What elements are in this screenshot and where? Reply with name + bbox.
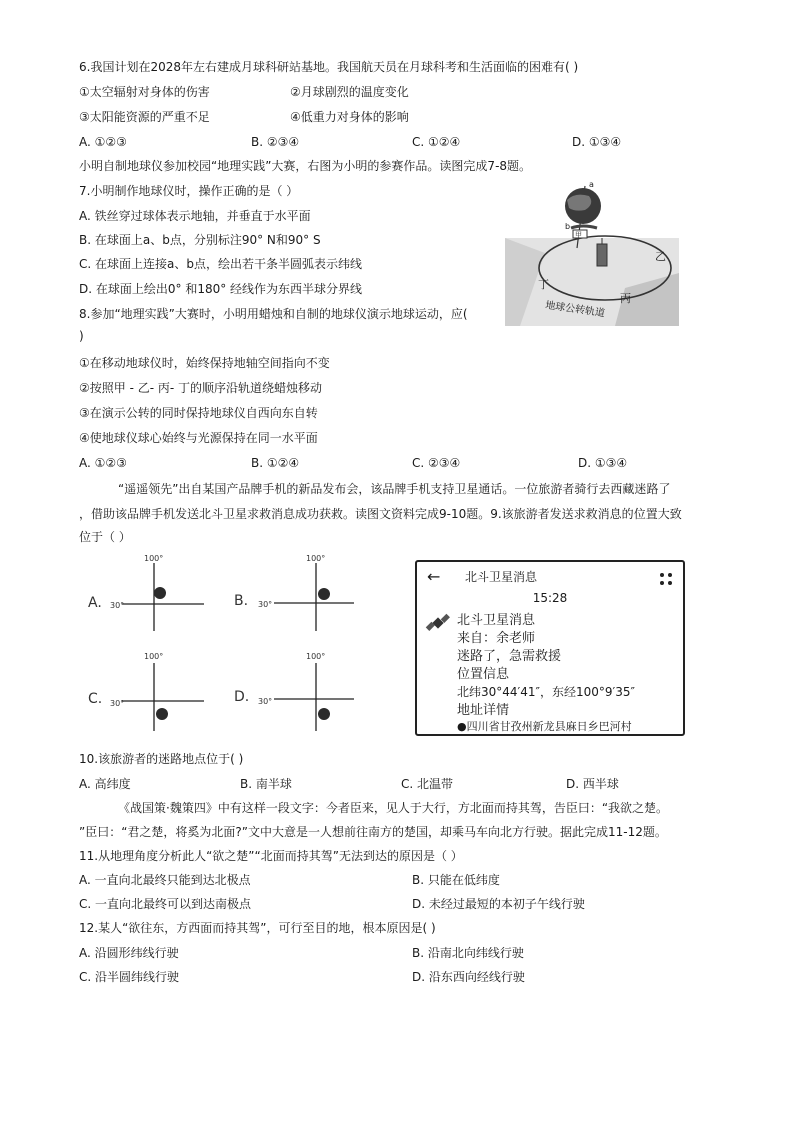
q12-option-a: A. 沿圆形纬线行驶 (79, 946, 179, 960)
location-dot (154, 587, 166, 599)
grid-option-d (230, 651, 360, 731)
q6-option-b: B. ②③④ (251, 135, 300, 149)
svg-text:30°: 30° (258, 697, 273, 706)
q7-option-c: C. 在球面上连接a、b点，绘出若干条半圆弧表示纬线 (79, 257, 362, 271)
intro-11-12-line-2: ”臣曰：“君之楚，将奚为北面?”文中大意是一人想前往南方的楚国，却乘马车向北方行驶。据此完成11-12题。 (79, 825, 667, 839)
location-coordinates: 北纬30°44′41″，东经100°9′35″ (457, 685, 636, 699)
q12-stem: 12.某人“欲往东，方西面而持其驾”，可行至目的地，根本原因是( ) (79, 921, 436, 935)
q10-option-a: A. 高纬度 (79, 777, 131, 791)
q12-option-d: D. 沿东西向经线行驶 (412, 970, 525, 984)
globe-label-bing: 丙 (620, 292, 631, 305)
location-dot (318, 588, 330, 600)
svg-text:30°: 30° (110, 699, 125, 708)
location-dot (318, 708, 330, 720)
globe-label-a: a (589, 180, 594, 189)
q11-option-a: A. 一直向北最终只能到达北极点 (79, 873, 251, 887)
q10-stem: 10.该旅游者的迷路地点位于( ) (79, 752, 244, 766)
globe-figure (505, 178, 679, 326)
intro-7-8: 小明自制地球仪参加校园“地理实践”大赛，右图为小明的参赛作品。读图完成7-8题。 (79, 159, 532, 173)
q8-statement-1: ①在移动地球仪时，始终保持地轴空间指向不变 (79, 356, 330, 370)
orbit-label: 地球公转轨道 (544, 300, 606, 320)
q7-option-d: D. 在球面上绘出0° 和180° 经线作为东西半球分界线 (79, 282, 363, 296)
q6-statement-4: ④低重力对身体的影响 (290, 110, 409, 124)
q11-stem: 11.从地理角度分析此人“欲之楚”“北面而持其驾”无法到达的原因是（ ） (79, 849, 463, 863)
grid-option-b (230, 551, 360, 631)
q8-option-c: C. ②③④ (412, 456, 461, 470)
globe-label-ding: 丁 (538, 278, 549, 291)
message-sender: 来自：余老师 (457, 631, 536, 646)
q11-option-d: D. 未经过最短的本初子午线行驶 (412, 897, 585, 911)
q8-statement-2: ②按照甲 - 乙- 丙- 丁的顺序沿轨道绕蜡烛移动 (79, 381, 323, 395)
q8-stem: 8.参加“地理实践”大赛时，小明用蜡烛和自制的地球仪演示地球运动，应( (79, 307, 468, 321)
candle (597, 244, 607, 266)
menu-dots-icon (659, 572, 673, 586)
q7-stem: 7.小明制作地球仪时，操作正确的是（ ） (79, 184, 299, 198)
svg-text:C.: C. (88, 691, 103, 707)
q8-statement-3: ③在演示公转的同时保持地球仪自西向东自转 (79, 406, 318, 420)
svg-text:30°: 30° (110, 601, 125, 610)
satellite-icon (425, 610, 451, 636)
q8-option-d: D. ①③④ (578, 456, 628, 470)
q10-option-c: C. 北温带 (401, 777, 454, 791)
q8-statement-4: ④使地球仪球心始终与光源保持在同一水平面 (79, 431, 318, 445)
q8-option-a: A. ①②③ (79, 456, 127, 470)
back-arrow-icon: ← (427, 567, 441, 586)
grid-option-a (82, 551, 212, 631)
q6-statement-3: ③太阳能资源的严重不足 (79, 110, 210, 124)
q6-option-a: A. ①②③ (79, 135, 127, 149)
beidou-message-panel (415, 560, 685, 736)
q6-statement-1: ①太空辐射对身体的伤害 (79, 85, 210, 99)
svg-text:100°: 100° (144, 554, 164, 563)
q7-option-a: A. 铁丝穿过球体表示地轴，并垂直于水平面 (79, 209, 311, 223)
q6-option-c: C. ①②④ (412, 135, 461, 149)
q6-option-d: D. ①③④ (572, 135, 622, 149)
location-dot (156, 708, 168, 720)
globe-label-yi: 乙 (655, 250, 666, 263)
svg-text:B.: B. (234, 593, 249, 609)
q11-option-c: C. 一直向北最终可以到达南极点 (79, 897, 252, 911)
svg-text:D.: D. (234, 689, 250, 705)
globe-label-jia: 甲 (575, 231, 582, 239)
q8-stem-cont: ) (79, 329, 84, 343)
q11-option-b: B. 只能在低纬度 (412, 873, 500, 887)
intro-9-10-line-2: ，借助该品牌手机发送北斗卫星求救消息成功获救。读图文资料完成9-10题。9.该旅游者发送求救消息的位置大致 (79, 507, 682, 521)
q12-option-b: B. 沿南北向纬线行驶 (412, 946, 524, 960)
svg-text:100°: 100° (306, 554, 326, 563)
q6-stem: 6.我国计划在2028年左右建成月球科研站基地。我国航天员在月球科考和生活面临的困难有( ) (79, 60, 579, 74)
grid-option-c (82, 651, 212, 731)
q12-option-c: C. 沿半圆纬线行驶 (79, 970, 180, 984)
intro-9-10-line-1: “遥遥领先”出自某国产品牌手机的新品发布会，该品牌手机支持卫星通话。一位旅游者骑行去西藏迷路了 (118, 482, 671, 496)
address-title: 地址详情 (457, 703, 510, 718)
q6-statement-2: ②月球剧烈的温度变化 (290, 85, 409, 99)
message-title: 北斗卫星消息 (457, 613, 536, 628)
q10-option-d: D. 西半球 (566, 777, 619, 791)
q8-option-b: B. ①②④ (251, 456, 300, 470)
q10-option-b: B. 南半球 (240, 777, 292, 791)
message-time: 15:28 (532, 591, 568, 605)
svg-text:100°: 100° (144, 652, 164, 661)
svg-text:30°: 30° (258, 600, 273, 609)
svg-text:A.: A. (88, 595, 102, 611)
q7-option-b: B. 在球面上a、b点，分别标注90° N和90° S (79, 233, 321, 247)
location-title: 位置信息 (457, 667, 510, 682)
svg-text:100°: 100° (306, 652, 326, 661)
intro-11-12-line-1: 《战国策·魏策四》中有这样一段文字：今者臣来，见人于大行，方北面而持其驾，告臣曰：“我欲之楚。 (118, 801, 669, 815)
intro-9-10-line-3: 位于（ ） (79, 530, 131, 544)
message-body: 迷路了，急需救援 (457, 649, 562, 664)
globe-label-b: b (565, 222, 571, 231)
panel-header: 北斗卫星消息 (465, 570, 538, 584)
address-detail: ●四川省甘孜州新龙县麻日乡巴河村 (457, 720, 632, 733)
